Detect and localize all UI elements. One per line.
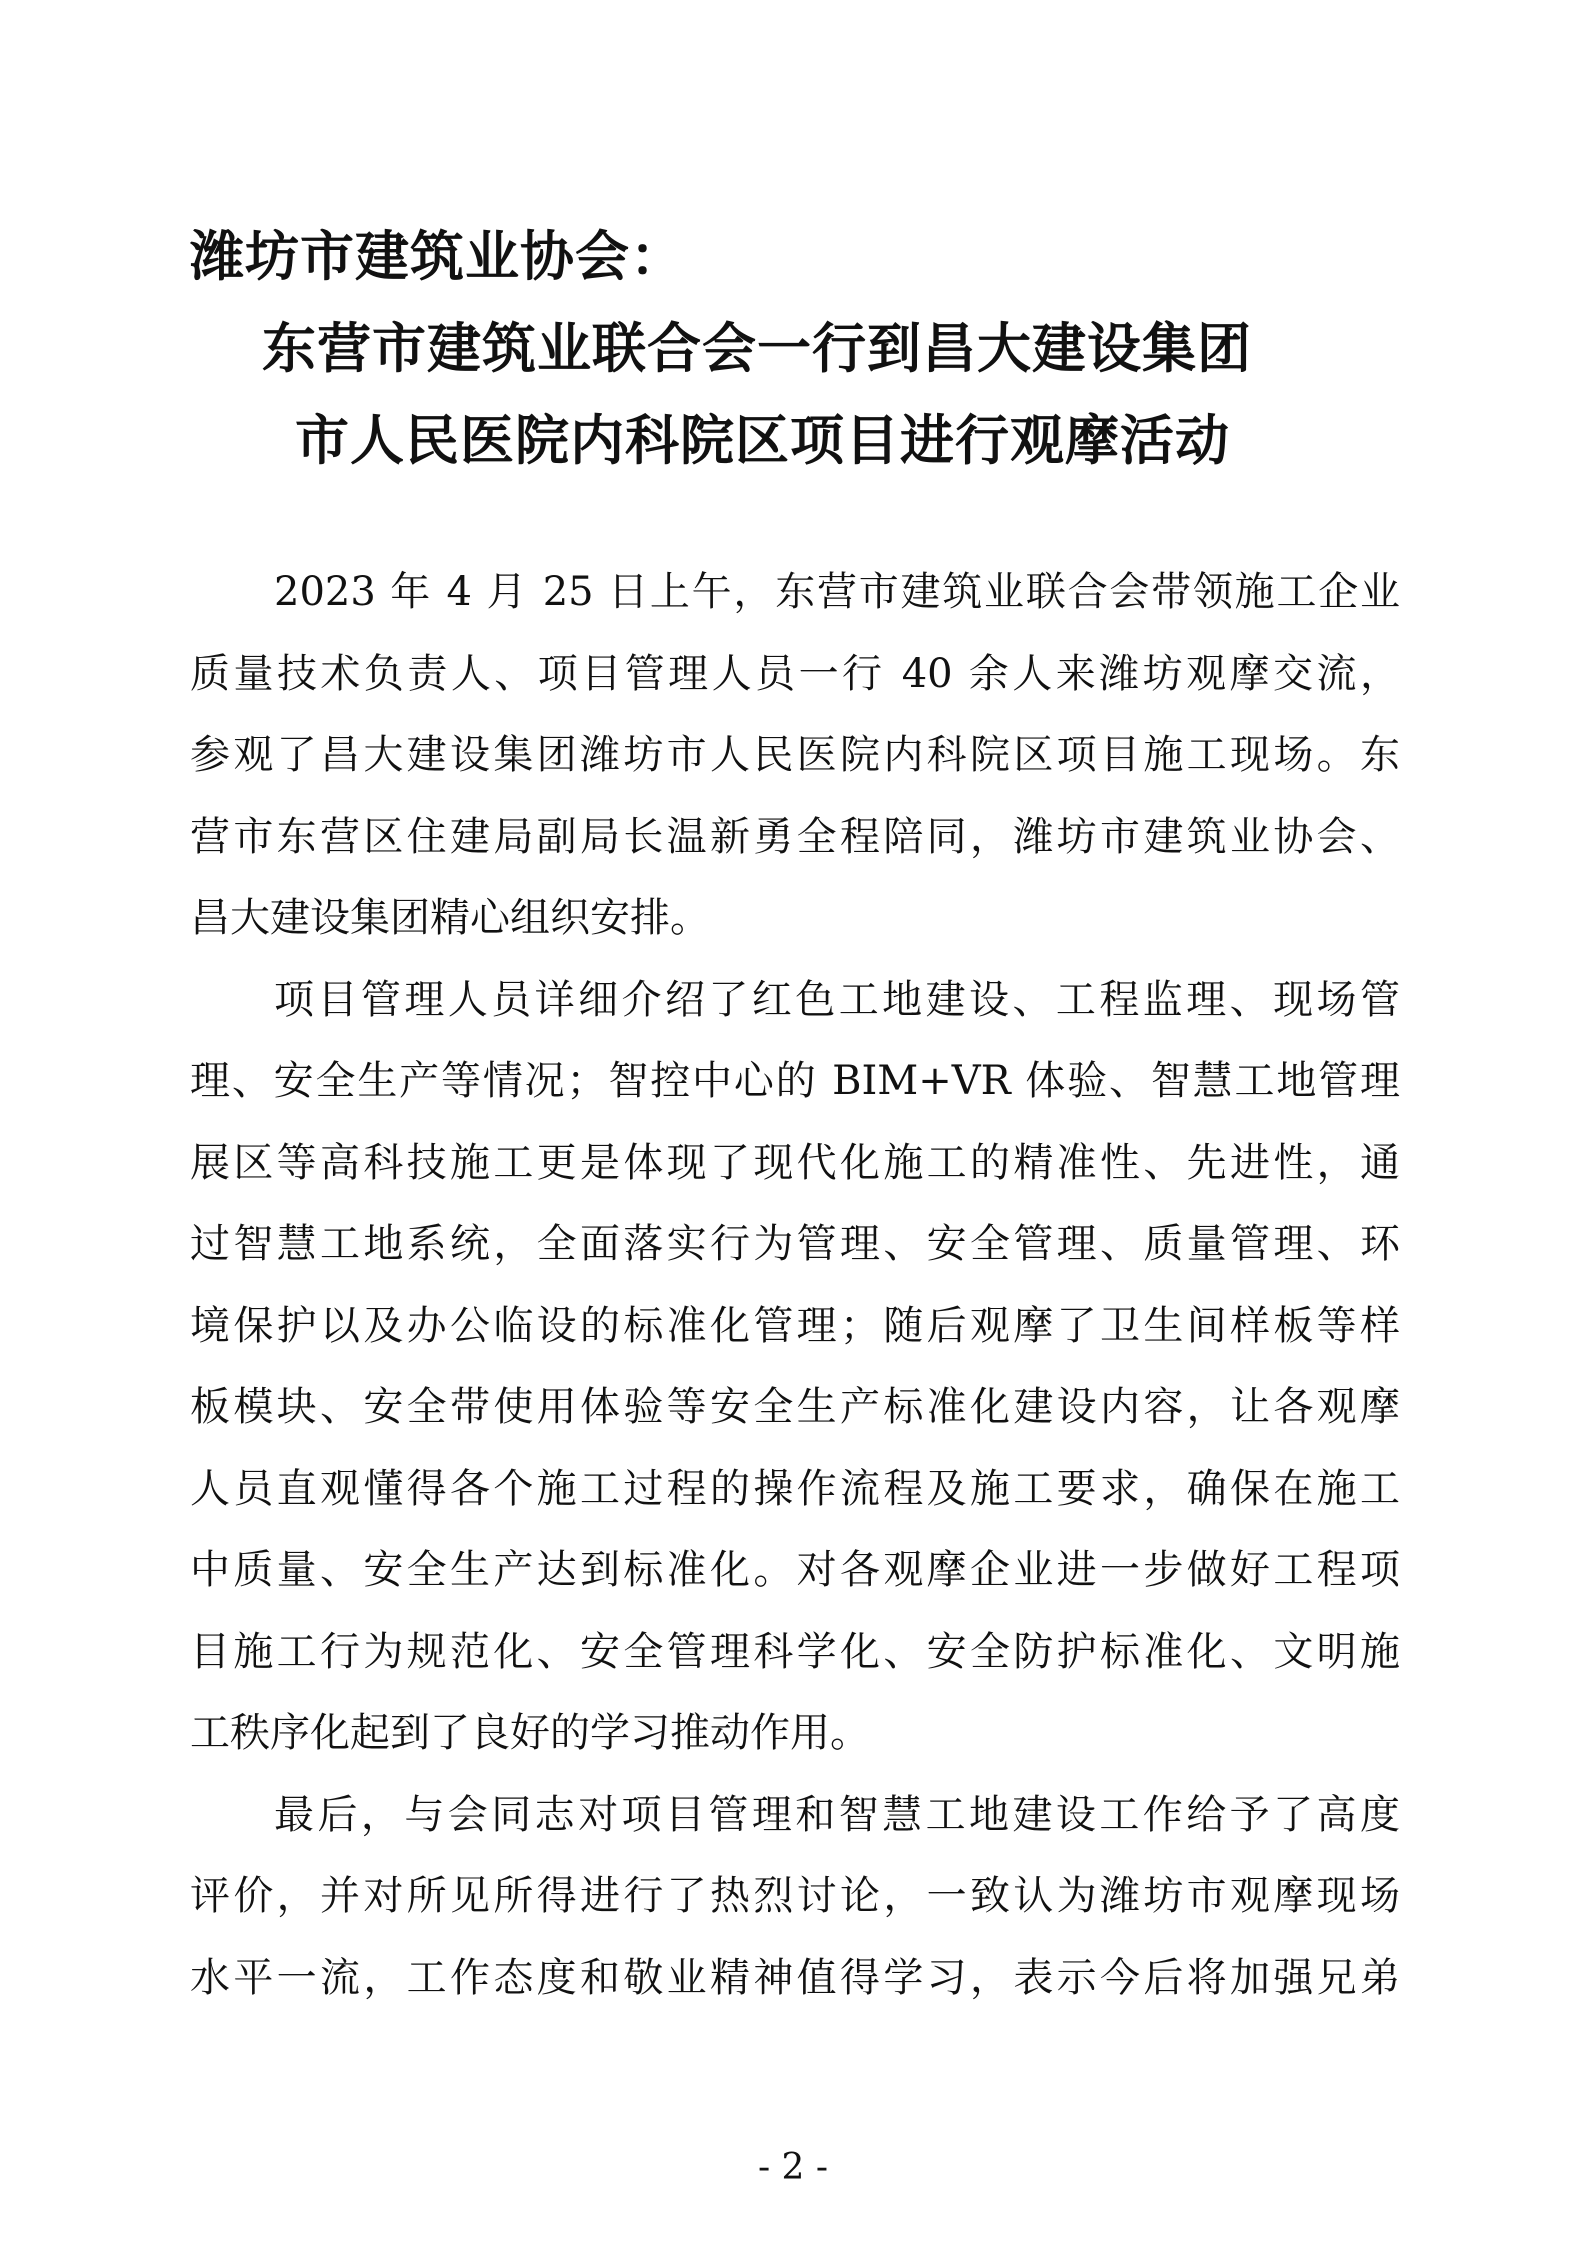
page-number: - 2 - xyxy=(757,2147,829,2188)
paragraph-line: 营市东营区住建局副局长温新勇全程陪同，潍坊市建筑业协会、 xyxy=(190,813,1400,860)
paragraph-line: 境保护以及办公临设的标准化管理；随后观摩了卫生间样板等样 xyxy=(190,1302,1400,1349)
title-line-1: 潍坊市建筑业协会： xyxy=(190,224,685,288)
paragraph-line: 过智慧工地系统，全面落实行为管理、安全管理、质量管理、环 xyxy=(190,1221,1400,1267)
paragraph-line: 板模块、安全带使用体验等安全生产标准化建设内容，让各观摩 xyxy=(190,1384,1400,1430)
paragraph-line: 中质量、安全生产达到标准化。对各观摩企业进一步做好工程项 xyxy=(190,1547,1400,1593)
paragraph-line: 参观了昌大建设集团潍坊市人民医院内科院区项目施工现场。东 xyxy=(190,732,1400,778)
paragraph-line: 人员直观懂得各个施工过程的操作流程及施工要求，确保在施工 xyxy=(190,1465,1400,1512)
paragraph-line: 最后，与会同志对项目管理和智慧工地建设工作给予了高度 xyxy=(274,1791,1400,1838)
paragraph-line: 评价，并对所见所得进行了热烈讨论，一致认为潍坊市观摩现场 xyxy=(190,1873,1400,1919)
paragraph-line: 水平一流，工作态度和敬业精神值得学习，表示今后将加强兄弟 xyxy=(190,1954,1400,2001)
paragraph-line: 展区等高科技施工更是体现了现代化施工的精准性、先进性，通 xyxy=(190,1139,1400,1186)
paragraph-line: 工秩序化起到了良好的学习推动作用。 xyxy=(190,1710,870,1756)
paragraph-2 xyxy=(190,960,1400,1775)
title-line-2: 东营市建筑业联合会一行到昌大建设集团 xyxy=(262,316,1252,380)
paragraph-line: 理、安全生产等情况；智控中心的 BIM+VR 体验、智慧工地管理 xyxy=(190,1058,1400,1104)
title-line-3: 市人民医院内科院区项目进行观摩活动 xyxy=(295,408,1230,472)
paragraph-1 xyxy=(190,552,1400,960)
paragraph-line: 目施工行为规范化、安全管理科学化、安全防护标准化、文明施 xyxy=(190,1628,1400,1675)
paragraph-3 xyxy=(190,1775,1400,2020)
paragraph-line: 项目管理人员详细介绍了红色工地建设、工程监理、现场管 xyxy=(274,976,1400,1023)
document-title xyxy=(190,225,1440,501)
document-body xyxy=(190,552,1400,2019)
paragraph-line: 昌大建设集团精心组织安排。 xyxy=(190,895,710,941)
paragraph-line: 质量技术负责人、项目管理人员一行 40 余人来潍坊观摩交流， xyxy=(190,650,1400,697)
paragraph-line: 2023 年 4 月 25 日上午，东营市建筑业联合会带领施工企业 xyxy=(274,569,1400,615)
